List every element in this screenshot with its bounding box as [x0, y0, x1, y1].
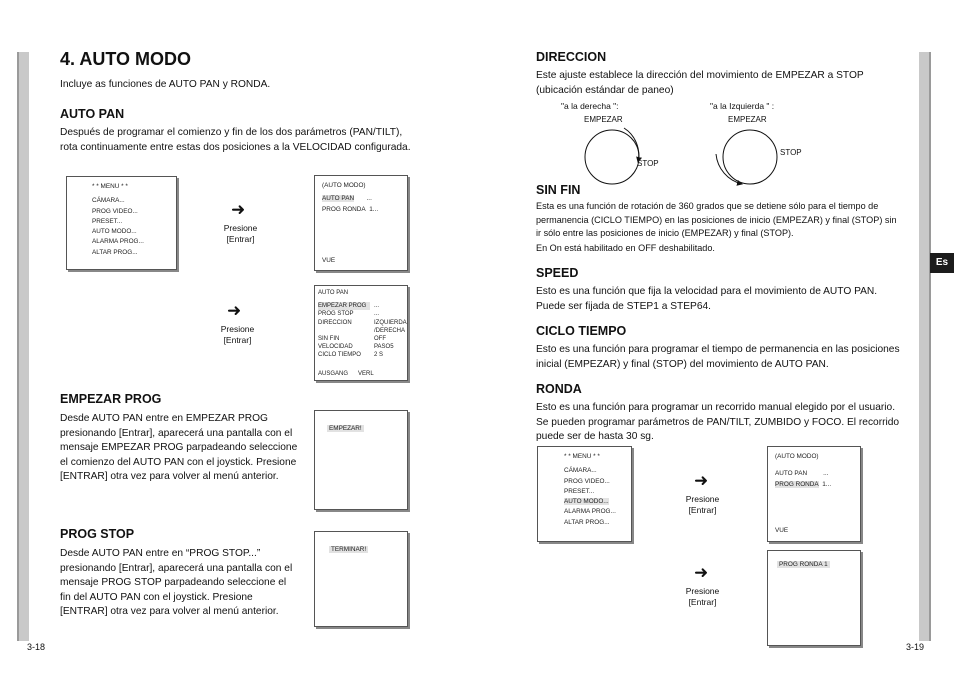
prog-ronda-option: PROG RONDA — [775, 480, 819, 488]
presione-text: Presione — [685, 494, 720, 504]
menu-item: ALTAR PROG... — [564, 518, 610, 526]
osd-value: ... — [366, 195, 372, 203]
direccion-heading: DIRECCION — [536, 50, 607, 64]
osd-main-menu-ronda — [537, 446, 632, 542]
speed-text: Esto es una función que fija la velocidad para el movimiento de AUTO PAN. Puede ser fijada de STEP1 a STEP64. — [536, 286, 878, 312]
right-arrow-icon: ➜ — [694, 563, 709, 582]
auto-pan-option: AUTO PAN — [775, 470, 808, 478]
page-number-right: 3-19 — [906, 642, 925, 652]
empezar-label: EMPEZAR — [584, 115, 623, 124]
osd-auto-pan — [314, 285, 408, 381]
menu-item-selected — [564, 497, 631, 507]
sin-fin-heading: SIN FIN — [536, 183, 581, 197]
entrar-text: [Entrar] — [688, 505, 717, 515]
ciclo-tiempo-heading: CICLO TIEMPO — [536, 324, 627, 338]
speed-heading: SPEED — [536, 266, 579, 280]
osd-terminar-screen — [314, 531, 408, 627]
presione-text: Presione — [223, 223, 258, 233]
menu-item: * * MENU * * — [92, 183, 128, 190]
prog-ronda-message: PROG RONDA 1 — [779, 561, 828, 568]
right-arrow-icon: ➜ — [227, 301, 242, 320]
osd-row — [775, 469, 860, 479]
sin-fin-text: Esta es una función de rotación de 360 grados que se detiene sólo para el tiempo de permanencia (CICLO TIEMPO) en las posiciones de inicio (EMPEZAR) y final (STOP) sin ir sólo entre las posiciones de inicio (EMPEZAR) y final (STOP). — [536, 201, 897, 239]
counterclockwise-diagram — [708, 120, 808, 190]
ausgang-label: AUSGANG — [318, 371, 349, 377]
menu-item: ALARMA PROG... — [564, 508, 616, 516]
osd-value: OFF — [374, 336, 386, 343]
osd-prog-ronda-screen — [767, 550, 861, 646]
osd-title: (AUTO MODO) — [322, 182, 366, 189]
auto-modo-option: AUTO MODO... — [564, 498, 609, 506]
osd-value: 1... — [369, 205, 379, 213]
osd-value: ... — [374, 303, 380, 310]
right-page-strip — [919, 52, 931, 641]
prog-stop-option: PROG STOP — [318, 311, 354, 318]
empezar-label: EMPEZAR — [728, 115, 767, 124]
presione-text: Presione — [685, 586, 720, 596]
osd-value: ... — [374, 311, 380, 318]
vue-label: VUE — [775, 527, 789, 534]
osd-row — [322, 205, 407, 215]
empezar-prog-text: Desde AUTO PAN entre en EMPEZAR PROG presionando [Entrar], aparecerá una pantalla con el mensaje EMPEZAR PROG parpadeando seleccione el comienzo del AUTO PAN con el joystick. Presione [ENTRAR] otra vez para volver al menú anterior. — [60, 413, 298, 483]
auto-pan-heading: AUTO PAN — [60, 107, 125, 121]
osd-value: PASO5 — [374, 344, 394, 351]
ronda-text: Esto es una función para programar un recorrido manual elegido por el usuario. Se pueden programar parámetros de PAN/TILT, ZUMBIDO y FOCO. El recorrido puede ser de hasta 30 sg. — [536, 402, 900, 443]
osd-title: (AUTO MODO) — [775, 453, 819, 460]
osd-row — [775, 480, 860, 490]
right-direction-label: "a la derecha ": — [561, 101, 619, 111]
entrar-text: [Entrar] — [688, 597, 717, 607]
clockwise-diagram — [570, 120, 670, 190]
menu-item: PRESET... — [564, 487, 595, 495]
verl-label: VERL — [358, 371, 374, 377]
stop-label: STOP — [780, 148, 802, 157]
stop-label: STOP — [637, 159, 659, 168]
presione-label — [680, 494, 725, 516]
osd-footer — [318, 370, 374, 378]
empezar-message: EMPEZAR! — [329, 425, 362, 432]
menu-item: PROG VIDEO... — [92, 207, 138, 215]
menu-item: * * MENU * * — [564, 453, 600, 460]
menu-item: ALTAR PROG... — [92, 248, 138, 256]
menu-item-selected: AUTO MODO... — [92, 228, 137, 236]
osd-row — [322, 194, 407, 204]
osd-main-menu — [66, 176, 177, 270]
prog-ronda-option: PROG RONDA — [322, 205, 366, 213]
osd-empezar-screen — [314, 410, 408, 510]
sin-fin-text2: En On está habilitado en OFF deshabilitado. — [536, 243, 715, 253]
ronda-heading: RONDA — [536, 382, 582, 396]
menu-item: CÁMARA... — [564, 467, 597, 475]
page-number-left: 3-18 — [27, 642, 46, 652]
entrar-text: [Entrar] — [226, 234, 255, 244]
velocidad-option: VELOCIDAD — [318, 344, 353, 351]
osd-value: 1... — [822, 480, 832, 488]
intro-text: Incluye as funciones de AUTO PAN y RONDA. — [60, 79, 271, 90]
ciclo-tiempo-option: CICLO TIEMPO — [318, 352, 361, 359]
menu-item: PRESET... — [92, 217, 123, 225]
page-title: 4. AUTO MODO — [60, 49, 192, 69]
entrar-text: [Entrar] — [223, 335, 252, 345]
left-page-strip — [17, 52, 29, 641]
presione-text: Presione — [220, 324, 255, 334]
sin-fin-option: SIN FIN — [318, 336, 340, 343]
osd-auto-modo-ronda — [767, 446, 861, 542]
osd-value: ... — [823, 470, 829, 478]
ciclo-tiempo-text: Esto es una función para programar el tiempo de permanencia en las posiciones inicial (EMPEZAR) y final (STOP) del movimiento de AUTO PAN. — [536, 344, 900, 370]
direccion-option: DIRECCION — [318, 319, 352, 326]
presione-label — [680, 586, 725, 608]
menu-item: CÁMARA... — [92, 197, 125, 205]
presione-label — [215, 324, 260, 346]
empezar-prog-option: EMPEZAR PROG — [318, 302, 370, 310]
vue-label: VUE — [322, 257, 336, 264]
prog-stop-heading: PROG STOP — [60, 527, 135, 541]
osd-value: 2 S — [374, 352, 384, 359]
language-tab: Es — [930, 253, 954, 273]
osd-title: AUTO PAN — [318, 290, 349, 296]
right-arrow-icon: ➜ — [694, 471, 709, 490]
right-arrow-icon: ➜ — [231, 200, 246, 219]
osd-auto-modo — [314, 175, 408, 271]
prog-stop-text: Desde AUTO PAN entre en “PROG STOP...” presionando [Entrar], aparecerá una pantalla con el mensaje PROG STOP parpadeando seleccione el fin del AUTO PAN con el joystick. Presione [ENTRAR] otra vez para volver al menú anterior. — [60, 548, 293, 618]
direccion-text: Este ajuste establece la dirección del movimiento de EMPEZAR a STOP (ubicación estándar de paneo) — [536, 70, 864, 96]
empezar-prog-heading: EMPEZAR PROG — [60, 392, 162, 406]
presione-label — [218, 223, 263, 245]
terminar-message: TERMINAR! — [331, 546, 367, 553]
menu-item: PROG VIDEO... — [564, 477, 610, 485]
left-direction-label: "a la Izquierda " : — [710, 101, 775, 111]
auto-pan-option: AUTO PAN — [322, 195, 355, 203]
auto-pan-text: Después de programar el comienzo y fin de los dos parámetros (PAN/TILT), rota continuamente entre estas dos posiciones a la VELOCIDAD configurada. — [60, 127, 411, 153]
osd-value: IZQUIERDA /DERECHA — [374, 319, 407, 334]
menu-item: ALARMA PROG... — [92, 238, 144, 246]
